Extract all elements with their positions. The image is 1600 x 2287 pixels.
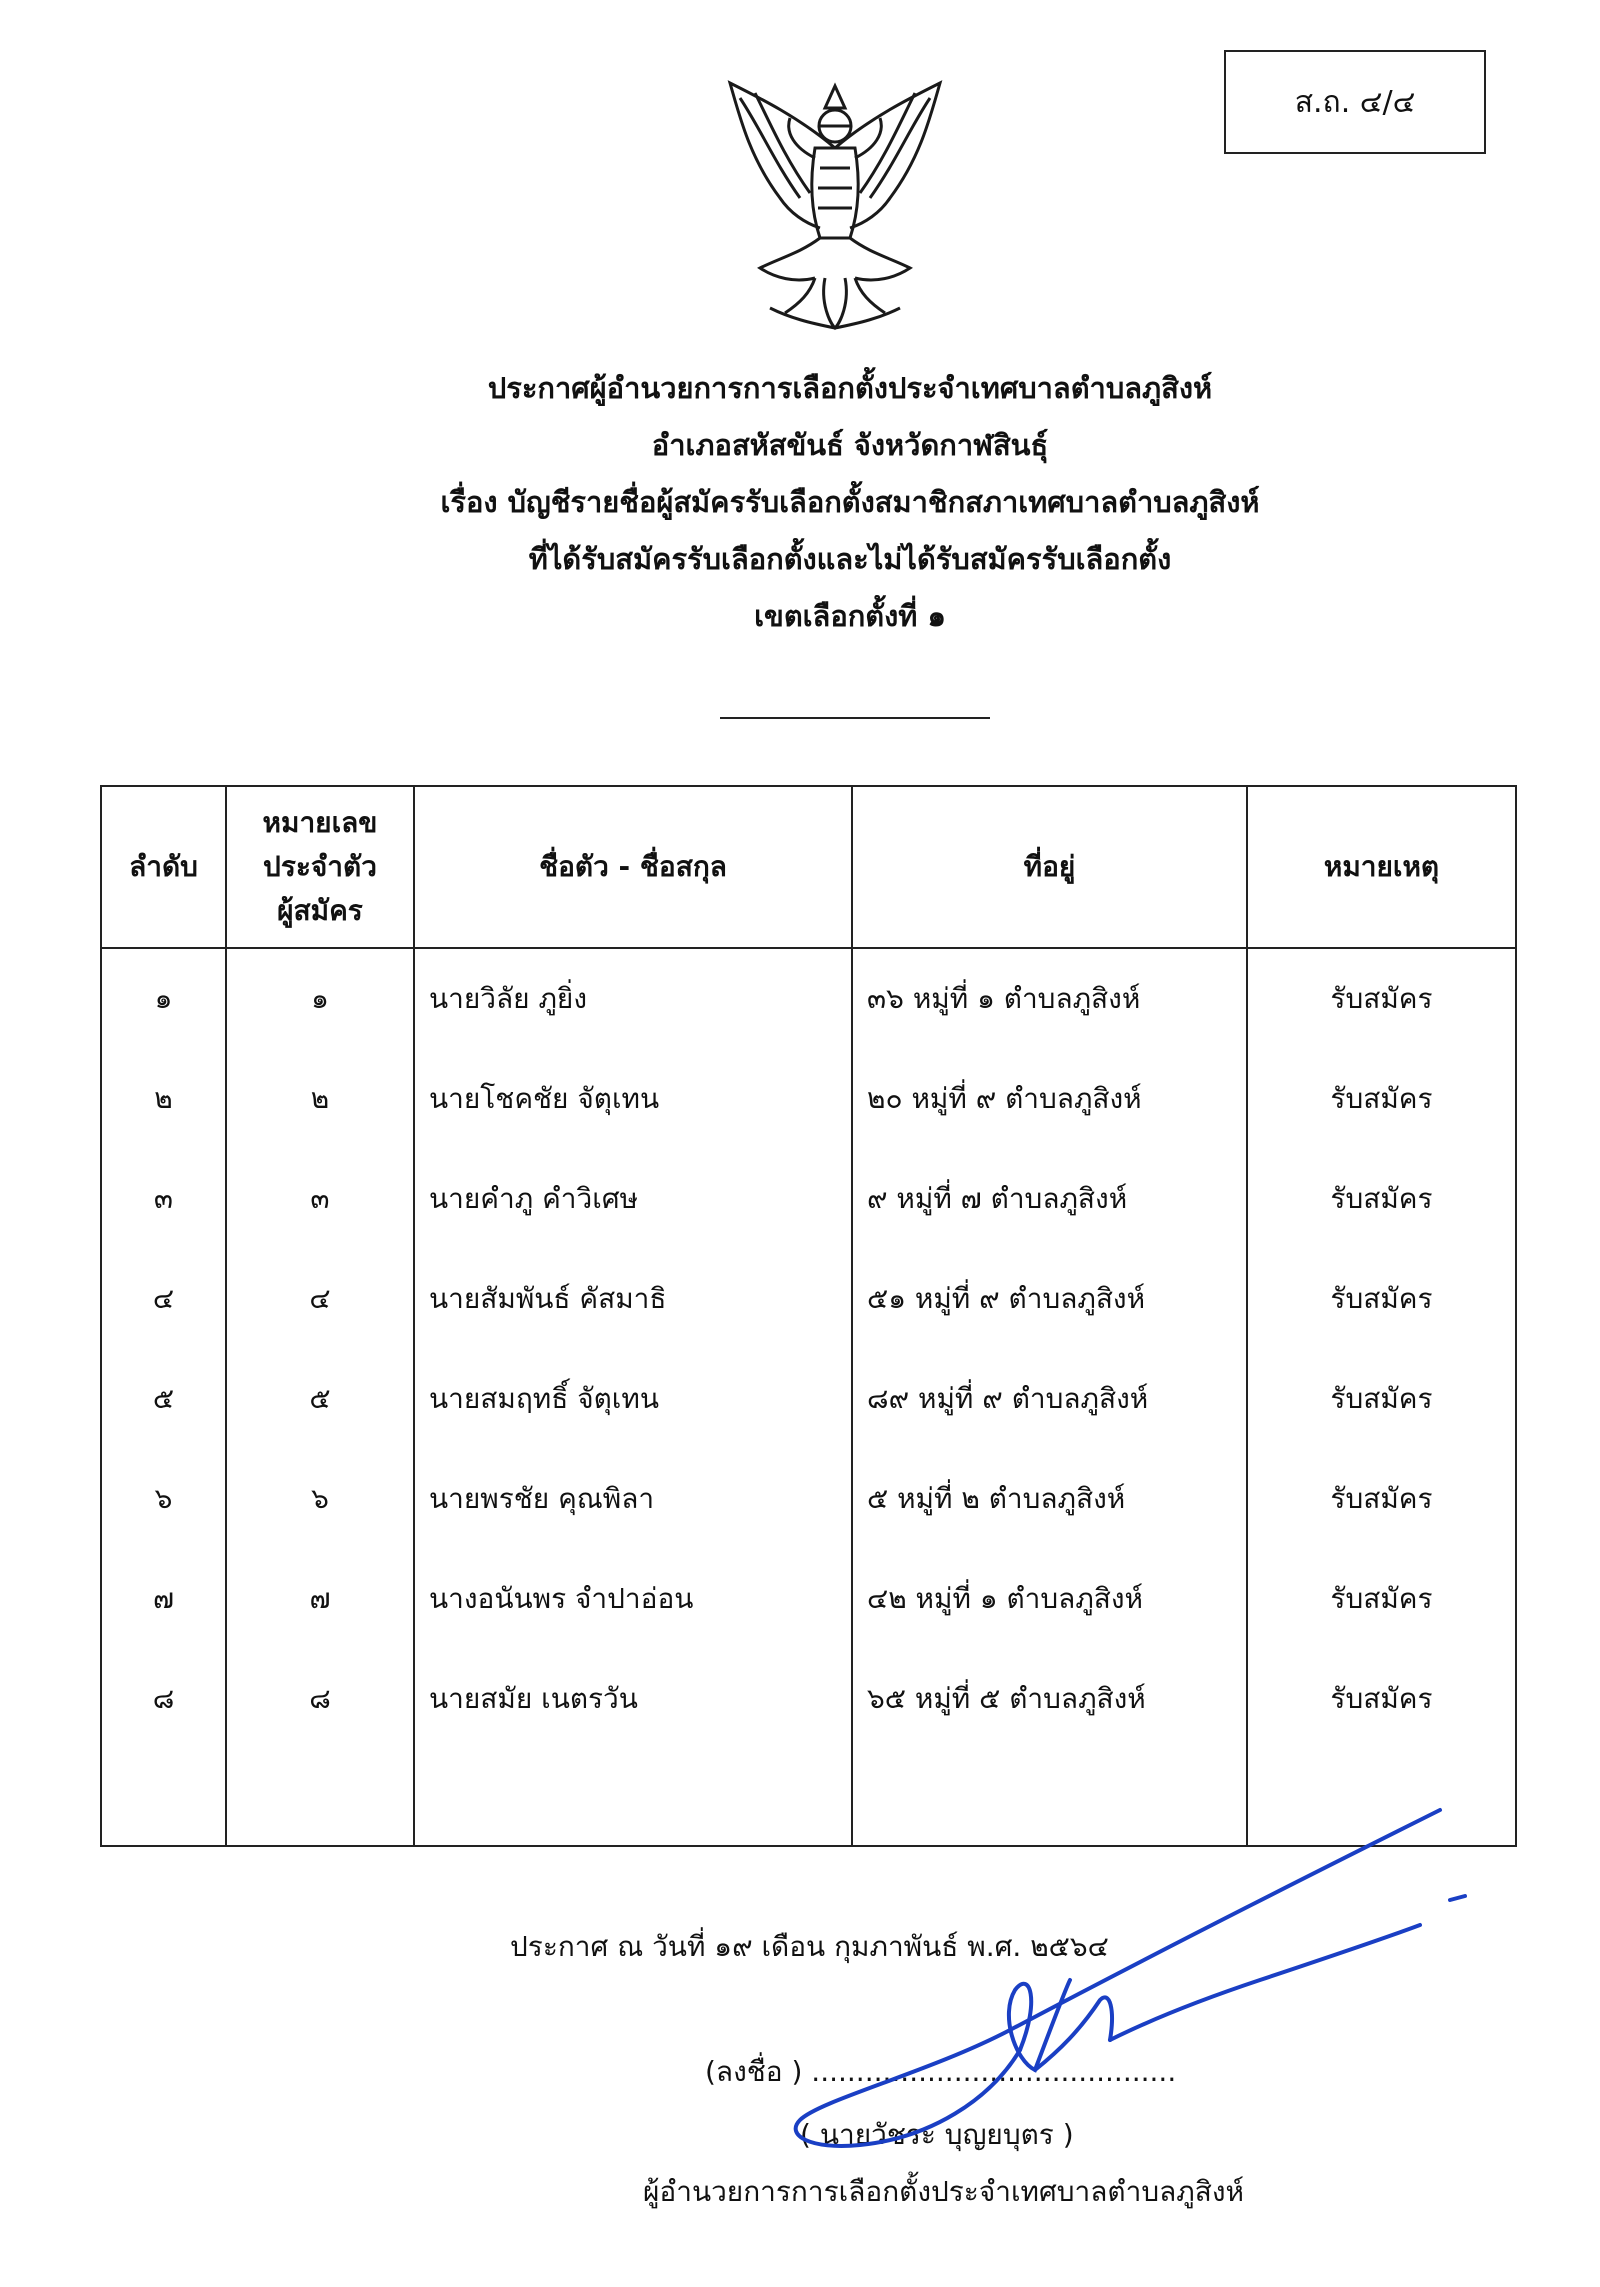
header-address: ที่อยู่ [852,786,1247,948]
cell-name: นายวิลัย ภูยิ่ง [414,948,852,1049]
cell-number: ๖ [226,1449,414,1549]
header-divider [720,717,990,719]
table-row [101,1149,1516,1249]
header-number-line2: ประจำตัว [263,850,377,883]
cell-name: นายสมัย เนตรวัน [414,1649,852,1749]
announcement-header [300,360,1400,645]
cell-remark: รับสมัคร [1247,1649,1516,1749]
cell-number: ๒ [226,1049,414,1149]
header-candidate-number [226,786,414,948]
cell-order: ๗ [101,1549,226,1649]
cell-order: ๕ [101,1349,226,1449]
cell-address: ๕๑ หมู่ที่ ๙ ตำบลภูสิงห์ [852,1249,1247,1349]
cell-number: ๔ [226,1249,414,1349]
form-code: ส.ถ. ๔/๔ [1294,84,1416,120]
header-name: ชื่อตัว - ชื่อสกุล [414,786,852,948]
cell-remark: รับสมัคร [1247,1549,1516,1649]
cell-remark: รับสมัคร [1247,1249,1516,1349]
header-number-line3: ผู้สมัคร [277,894,363,927]
cell-number: ๑ [226,948,414,1049]
header-remark: หมายเหตุ [1247,786,1516,948]
cell-remark: รับสมัคร [1247,1449,1516,1549]
garuda-emblem-icon [720,78,950,333]
signer-name: ( นายวัชระ บุญยบุตร ) [800,2118,1074,2151]
cell-address: ๖๕ หมู่ที่ ๕ ตำบลภูสิงห์ [852,1649,1247,1749]
cell-address: ๘๙ หมู่ที่ ๙ ตำบลภูสิงห์ [852,1349,1247,1449]
announcement-date: ประกาศ ณ วันที่ ๑๙ เดือน กุมภาพันธ์ พ.ศ. ๒๕๖๔ [510,1930,1109,1963]
cell-remark: รับสมัคร [1247,1349,1516,1449]
table-row [101,1549,1516,1649]
table-row [101,1349,1516,1449]
header-constituency: เขตเลือกตั้งที่ ๑ [754,599,946,633]
cell-name: นายคำภู คำวิเศษ [414,1149,852,1249]
cell-order: ๓ [101,1149,226,1249]
table-row [101,1649,1516,1749]
cell-order: ๒ [101,1049,226,1149]
cell-number: ๘ [226,1649,414,1749]
cell-address: ๓๖ หมู่ที่ ๑ ตำบลภูสิงห์ [852,948,1247,1049]
cell-order: ๔ [101,1249,226,1349]
cell-remark: รับสมัคร [1247,948,1516,1049]
cell-remark: รับสมัคร [1247,1049,1516,1149]
table-row [101,948,1516,1049]
cell-address: ๔๒ หมู่ที่ ๑ ตำบลภูสิงห์ [852,1549,1247,1649]
header-number-line1: หมายเลข [262,806,378,839]
header-district: อำเภอสหัสขันธ์ จังหวัดกาฬสินธุ์ [651,428,1049,462]
header-subject: เรื่อง บัญชีรายชื่อผู้สมัครรับเลือกตั้งสมาชิกสภาเทศบาลตำบลภูสิงห์ [440,485,1260,519]
cell-name: นายสัมพันธ์ คัสมาธิ [414,1249,852,1349]
form-code-box [1224,50,1486,154]
candidate-table [100,785,1517,1847]
signer-position: ผู้อำนวยการการเลือกตั้งประจำเทศบาลตำบลภูสิงห์ [643,2175,1244,2208]
cell-address: ๙ หมู่ที่ ๗ ตำบลภูสิงห์ [852,1149,1247,1249]
header-order: ลำดับ [101,786,226,948]
header-title: ประกาศผู้อำนวยการการเลือกตั้งประจำเทศบาลตำบลภูสิงห์ [487,371,1213,405]
cell-name: นายสมฤทธิ์ จัตุเทน [414,1349,852,1449]
table-row [101,1449,1516,1549]
cell-number: ๗ [226,1549,414,1649]
handwritten-signature-icon [780,1800,1480,2160]
signature-line: (ลงชื่อ ) ......................................... [705,2055,1177,2088]
table-row [101,1049,1516,1149]
cell-name: นายพรชัย คุณพิลา [414,1449,852,1549]
cell-name: นางอนันพร จำปาอ่อน [414,1549,852,1649]
cell-order: ๘ [101,1649,226,1749]
cell-number: ๓ [226,1149,414,1249]
cell-name: นายโชคชัย จัตุเทน [414,1049,852,1149]
cell-remark: รับสมัคร [1247,1149,1516,1249]
table-header-row [101,786,1516,948]
cell-order: ๑ [101,948,226,1049]
cell-address: ๒๐ หมู่ที่ ๙ ตำบลภูสิงห์ [852,1049,1247,1149]
cell-order: ๖ [101,1449,226,1549]
header-subject-cont: ที่ได้รับสมัครรับเลือกตั้งและไม่ได้รับสมัครรับเลือกตั้ง [528,542,1172,576]
cell-number: ๕ [226,1349,414,1449]
table-row [101,1249,1516,1349]
cell-address: ๕ หมู่ที่ ๒ ตำบลภูสิงห์ [852,1449,1247,1549]
